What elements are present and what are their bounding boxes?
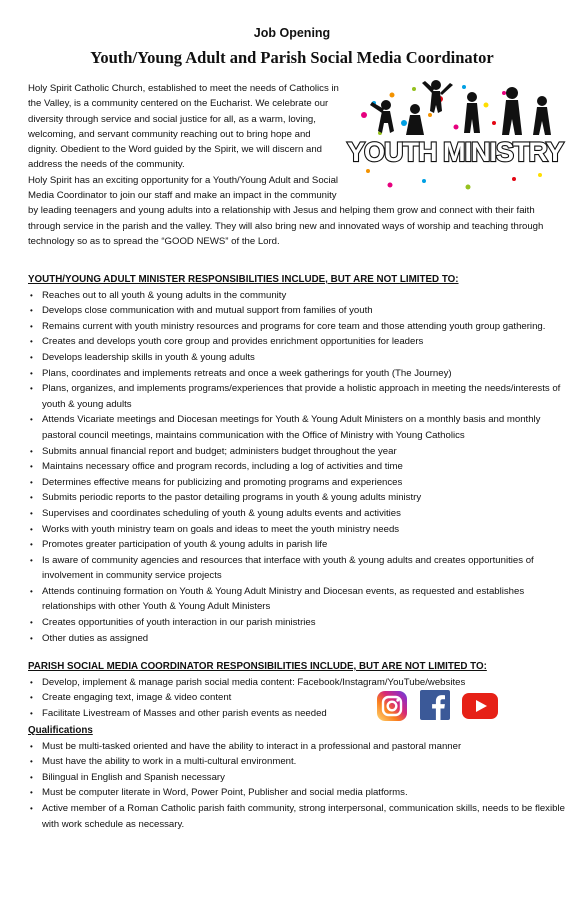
- youth-ministry-logo-icon: [344, 75, 566, 199]
- list-item: • Must be multi-tasked oriented and have the ability to interact in a professional and pastoral manner: [28, 739, 568, 755]
- list-item: • Promotes greater participation of youth & young adults in parish life: [28, 537, 568, 553]
- list-item: • Create engaging text, image & video content: [28, 690, 568, 706]
- intro-section: [28, 81, 564, 249]
- list-item: • Submits periodic reports to the pastor detailing programs in youth & young adults ministry: [28, 490, 568, 506]
- list-item: • Reaches out to all youth & young adults in the community: [28, 288, 568, 304]
- list-item: • Facilitate Livestream of Masses and other parish events as needed: [28, 706, 568, 722]
- youtube-icon[interactable]: [462, 693, 498, 719]
- list-item: • Plans, organizes, and implements programs/experiences that provide a holistic approach in meeting the needs/interests of youth & young adults: [28, 381, 568, 412]
- responsibilities-list: [28, 288, 568, 647]
- facebook-icon[interactable]: [420, 690, 450, 720]
- list-item: • Creates and develops youth core group and provides enrichment opportunities for leaders: [28, 334, 568, 350]
- list-item: • Other duties as assigned: [28, 631, 568, 647]
- intro-paragraph: Holy Spirit has an exciting opportunity for a Youth/Young Adult and Social Media Coordinator to join our staff and make an impact in the community by leading teenagers and young adults into a relationship with Jesus and helping them grow and connect with their faith through service in the parish and the valley. They will also bring new and innovated ways of worship and teaching through technology so as to spread the “GOOD NEWS” of the Lord.: [28, 174, 544, 247]
- intro-paragraph: Holy Spirit Catholic Church, established to meet the needs of Catholics in the Valley, is a community centered on the Eucharist. We celebrate our diversity through service and social justice for all, as a warm, loving, welcoming, and servant community reaching out to bring hope and dignity. Obedient to the Word guided by the Spirit, we will discern and address the needs of the community.: [28, 83, 339, 171]
- list-item: • Develops close communication with and mutual support from families of youth: [28, 303, 568, 319]
- qualifications-section: [28, 723, 568, 832]
- instagram-icon[interactable]: [376, 690, 408, 722]
- list-item: • Attends continuing formation on Youth & Young Adult Ministry and Diocesan events, as requested and establishes relationships with other Youth & Young Adult Ministers: [28, 584, 568, 615]
- list-item: • Creates opportunities of youth interaction in our parish ministries: [28, 615, 568, 631]
- list-item: • Attends Vicariate meetings and Diocesan meetings for Youth & Young Adult Ministers on a monthly basis and monthly pastoral council meetings, maintains communication with the Office of Ministry with Young Catholics: [28, 412, 568, 443]
- list-item: • Bilingual in English and Spanish necessary: [28, 770, 568, 786]
- list-item: • Supervises and coordinates scheduling of youth & young adults events and activities: [28, 506, 568, 522]
- list-item: • Remains current with youth ministry resources and programs for core team and those attending youth group gathering.: [28, 319, 568, 335]
- youth-ministry-logo: [344, 75, 566, 199]
- page-title: Youth/Young Adult and Parish Social Media Coordinator: [90, 48, 494, 67]
- list-item: • Determines effective means for publicizing and promoting programs and experiences: [28, 475, 568, 491]
- responsibilities-heading: YOUTH/YOUNG ADULT MINISTER RESPONSIBILITIES INCLUDE, BUT ARE NOT LIMITED TO:: [28, 274, 459, 285]
- qualifications-heading: Qualifications: [28, 725, 93, 736]
- responsibilities-section: [28, 272, 568, 646]
- logo-text: YOUTH MINISTRY: [346, 137, 564, 167]
- list-item: • Must be computer literate in Word, Power Point, Publisher and social media platforms.: [28, 785, 568, 801]
- list-item: • Develops leadership skills in youth & young adults: [28, 350, 568, 366]
- list-item: • Works with youth ministry team on goals and ideas to meet the youth ministry needs: [28, 522, 568, 538]
- list-item: • Maintains necessary office and program records, including a log of activities and time: [28, 459, 568, 475]
- list-item: • Plans, coordinates and implements retreats and once a week gatherings for youth (The Journey): [28, 366, 568, 382]
- list-item: • Is aware of community agencies and resources that interface with youth & young adults and creates opportunities of involvement in community service projects: [28, 553, 568, 584]
- qualifications-list: [28, 739, 568, 833]
- social-icons: [376, 690, 500, 722]
- list-item: • Submits annual financial report and budget; administers budget throughout the year: [28, 444, 568, 460]
- social-media-heading: PARISH SOCIAL MEDIA COORDINATOR RESPONSIBILITIES INCLUDE, BUT ARE NOT LIMITED TO:: [28, 661, 487, 672]
- job-opening-label: Job Opening: [253, 26, 331, 40]
- list-item: • Develop, implement & manage parish social media content: Facebook/Instagram/YouTube/websites: [28, 675, 568, 691]
- list-item: • Must have the ability to work in a multi-cultural environment.: [28, 754, 568, 770]
- list-item: • Active member of a Roman Catholic parish faith community, strong interpersonal, communication skills, needs to be flexible with work schedule as necessary.: [28, 801, 568, 832]
